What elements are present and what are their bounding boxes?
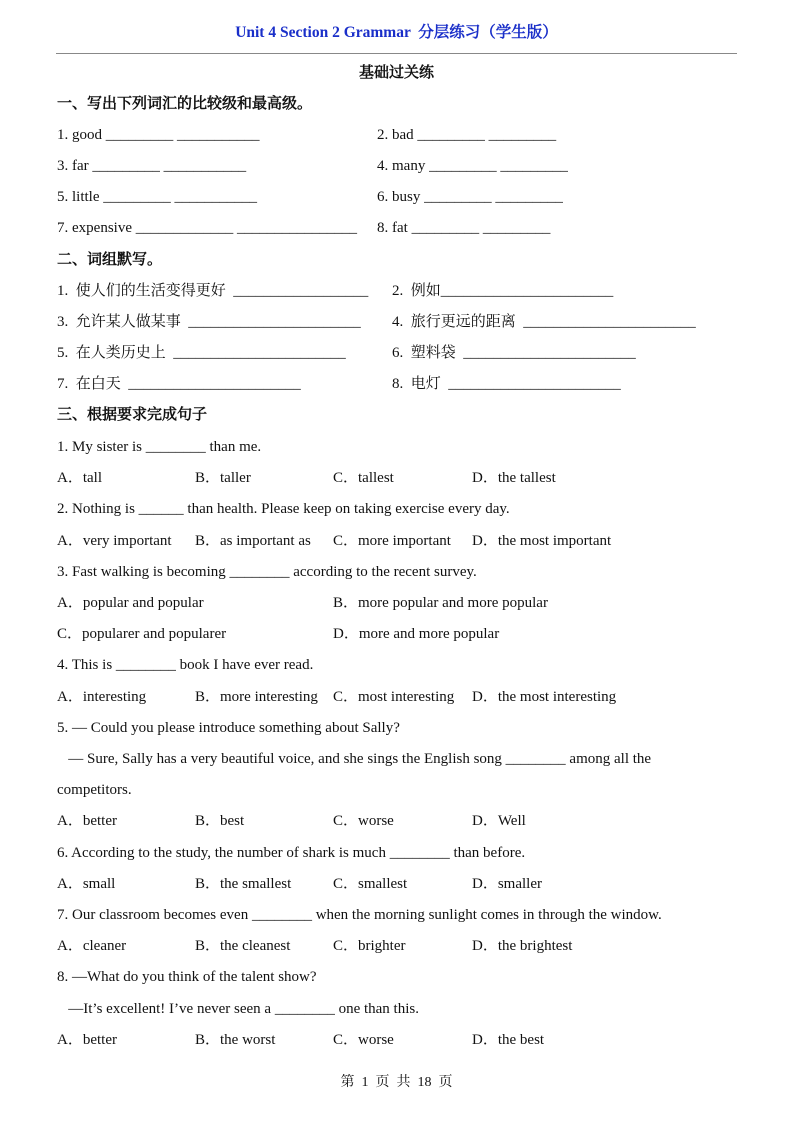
option: B．more interesting [195,688,318,705]
question-stem: 8. —What do you think of the talent show? [57,969,317,986]
option: C．worse [333,813,394,830]
question-stem: —It’s excellent! I’ve never seen a ________ one than this. [57,1000,419,1017]
vocab-item: 7. expensive _____________ ________________ [57,220,357,236]
option: D．the brightest [472,938,573,955]
option: B．the cleanest [195,938,291,955]
phrase-item: 1. 使人们的生活变得更好 __________________ [57,283,369,299]
question-stem: — Sure, Sally has a very beautiful voice, and she sings the English song ________ among all the [57,751,652,767]
phrase-item: 5. 在人类历史上 _______________________ [57,345,346,361]
option: B．taller [195,470,251,487]
document-header: Unit 4 Section 2 Grammar 分层练习（学生版） [235,24,558,41]
option: D．the most important [472,532,612,549]
phrase-item: 6. 塑料袋 _______________________ [392,345,636,361]
option: C．more important [333,532,451,549]
phrase-item: 2. 例如_______________________ [392,283,614,299]
question-stem: 5. — Could you please introduce something about Sally? [57,719,400,736]
option: D．more and more popular [333,626,500,643]
section-subtitle: 基础过关练 [358,65,434,81]
vocab-item: 1. good _________ ___________ [57,127,260,143]
vocab-item: 3. far _________ ___________ [57,158,247,174]
question-stem: competitors. [57,782,132,799]
option: A．popular and popular [57,595,204,611]
question-stem: 6. According to the study, the number of shark is much ________ than before. [57,844,526,861]
option: B．more popular and more popular [333,595,548,611]
option: A．better [57,1031,117,1048]
option: D．the best [472,1031,545,1048]
option: B．the worst [195,1031,276,1048]
header-divider [56,53,737,54]
option: D．Well [472,813,526,830]
vocab-item: 2. bad _________ _________ [377,127,557,143]
vocab-item: 5. little _________ ___________ [57,189,257,205]
vocab-item: 8. fat _________ _________ [377,220,551,236]
phrase-item: 4. 旅行更远的距离 _______________________ [392,314,696,330]
vocab-item: 6. busy _________ _________ [377,189,563,205]
option: C．most interesting [333,688,455,705]
option: C．smallest [333,875,408,892]
question-stem: 7. Our classroom becomes even ________ when the morning sunlight comes in through the window. [57,907,662,923]
option: C．brighter [333,938,406,955]
option: B．best [195,813,245,830]
option: C．tallest [333,470,394,487]
option: A．very important [57,532,172,549]
question-stem: 4. This is ________ book I have ever read. [57,657,314,674]
section-heading: 一、写出下列词汇的比较级和最高级。 [57,96,313,112]
option: C．popularer and popularer [57,626,227,643]
question-stem: 2. Nothing is ______ than health. Please keep on taking exercise every day. [57,501,510,518]
phrase-item: 3. 允许某人做某事 _______________________ [57,314,361,330]
option: A．small [57,875,116,892]
vocab-item: 4. many _________ _________ [377,158,568,174]
option: A．tall [57,470,102,487]
phrase-item: 7. 在白天 _______________________ [57,376,301,392]
option: C．worse [333,1031,394,1048]
question-stem: 1. My sister is ________ than me. [57,439,262,455]
phrase-item: 8. 电灯 _______________________ [392,376,621,392]
page-footer: 第 1 页 共 18 页 [340,1075,453,1090]
section-heading: 三、根据要求完成句子 [57,407,208,423]
option: A．better [57,813,117,830]
option: A．interesting [57,688,147,705]
option: D．smaller [472,875,542,892]
option: D．the most interesting [472,688,617,705]
option: B．the smallest [195,875,292,892]
question-stem: 3. Fast walking is becoming ________ according to the recent survey. [57,563,477,580]
section-heading: 二、词组默写。 [57,252,163,268]
option: A．cleaner [57,938,127,955]
option: B．as important as [195,532,311,549]
option: D．the tallest [472,470,556,487]
